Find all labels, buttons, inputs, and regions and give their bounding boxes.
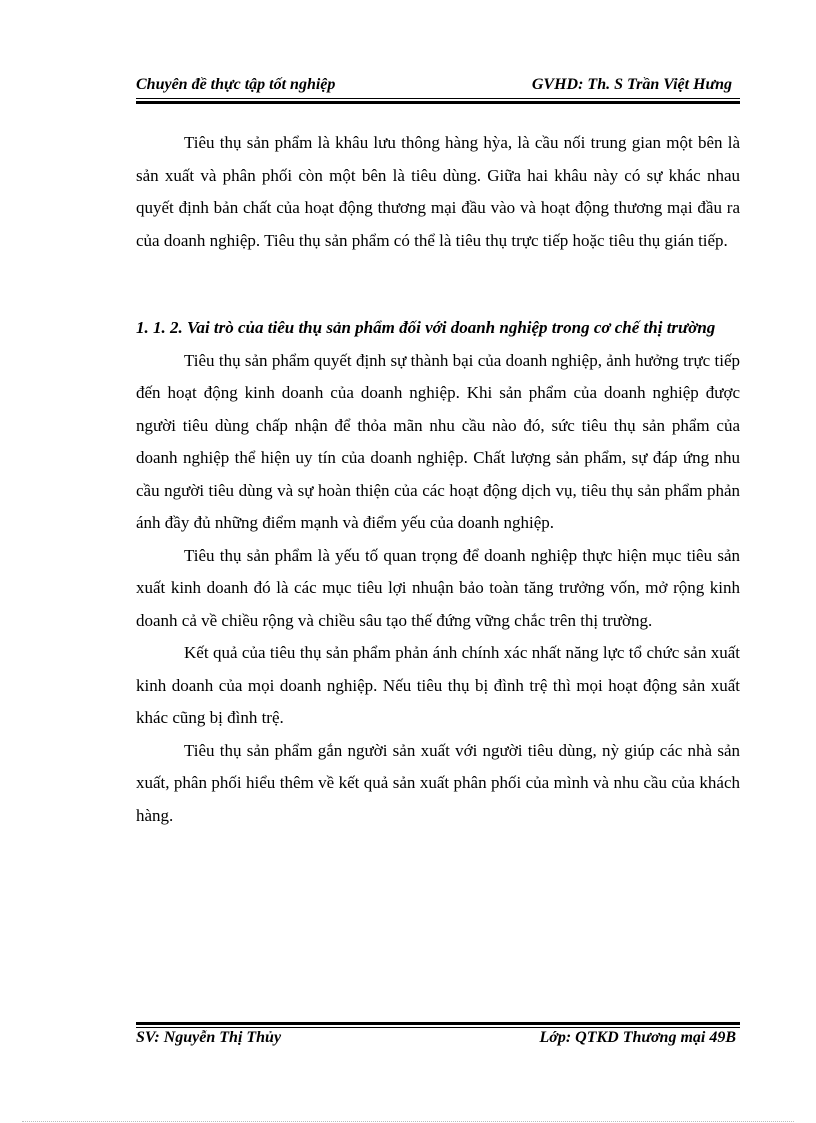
header-advisor: GVHD: Th. S Trần Việt Hưng (531, 76, 732, 93)
body-paragraph: Tiêu thụ sản phẩm gắn người sản xuất với người tiêu dùng, nỳ giúp các nhà sản xuất, phân phối hiểu thêm về kết quả sản xuất phân phối của mình và nhu cầu của khách hàng. (136, 740, 740, 825)
footer-student: SV: Nguyễn Thị Thủy (136, 1029, 282, 1046)
header-divider-thin (136, 98, 740, 99)
header-title: Chuyên đề thực tập tốt nghiệp (136, 76, 336, 93)
footer-class: Lớp: QTKD Thương mại 49B (539, 1029, 736, 1046)
page-footer (136, 1029, 740, 1053)
section-heading: 1. 1. 2. Vai trò của tiêu thụ sản phẩm đối với doanh nghiệp trong cơ chế thị trường (136, 318, 716, 337)
header-divider-thick (136, 101, 740, 104)
body-paragraph: Tiêu thụ sản phẩm quyết định sự thành bại của doanh nghiệp, ảnh hưởng trực tiếp đến hoạt động kinh doanh của doanh nghiệp. Khi sản phẩm của doanh nghiệp được người tiêu dùng chấp nhận để thỏa mãn nhu cầu nào đó, sức tiêu thụ sản phẩm của doanh nghiệp thể hiện uy tín của doanh nghiệp. Chất lượng sản phẩm, sự đáp ứng nhu cầu người tiêu dùng và sự hoàn thiện của các hoạt động dịch vụ, tiêu thụ sản phẩm phản ánh đầy đủ những điểm mạnh và điểm yếu của doanh nghiệp. (136, 350, 740, 532)
footer-divider-thin (136, 1027, 740, 1028)
footer-divider-thick (136, 1022, 740, 1025)
body-paragraph: Tiêu thụ sản phẩm là yếu tố quan trọng để doanh nghiệp thực hiện mục tiêu sản xuất kinh doanh đó là các mục tiêu lợi nhuận bảo toàn tăng trưởng vốn, mở rộng kinh doanh cả về chiều rộng và chiều sâu tạo thế đứng vững chắc trên thị trường. (136, 545, 740, 630)
document-body (136, 127, 740, 832)
intro-paragraph: Tiêu thụ sản phẩm là khâu lưu thông hàng hỳa, là cầu nối trung gian một bên là sản xuất và phân phối còn một bên là tiêu dùng. Giữa hai khâu này có sự khác nhau quyết định bản chất của hoạt động thương mại đầu vào và hoạt động thương mại đầu ra của doanh nghiệp. Tiêu thụ sản phẩm có thể là tiêu thụ trực tiếp hoặc tiêu thụ gián tiếp. (136, 133, 740, 250)
page-header (136, 74, 740, 100)
page-edge-divider (22, 1121, 794, 1122)
body-paragraph: Kết quả của tiêu thụ sản phẩm phản ánh chính xác nhất năng lực tổ chức sản xuất kinh doanh của mọi doanh nghiệp. Nếu tiêu thụ bị đình trệ thì mọi hoạt động sản xuất khác cũng bị đình trệ. (136, 643, 740, 727)
